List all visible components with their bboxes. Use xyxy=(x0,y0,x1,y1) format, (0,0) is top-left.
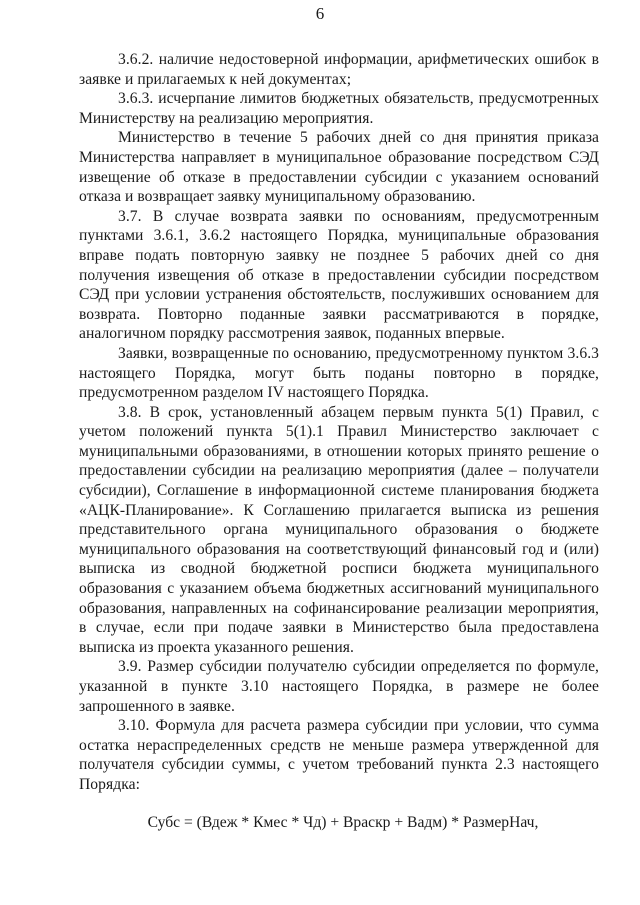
paragraph-3-6-2: 3.6.2. наличие недостоверной информации, арифметических ошибок в заявке и прилагаемых к ней документах; xyxy=(79,51,599,88)
subsidy-formula: Субс = (Вдеж * Кмес * Чд) + Враскр + Вадм) * РазмерНач, xyxy=(147,813,539,831)
paragraph-refusal-notice: Министерство в течение 5 рабочих дней со дня принятия приказа Министерства направляет в муниципальное образование посредством СЭД извещение об отказе в предоставлении субсидии с указанием оснований отказа и возвращает заявку муниципальному образованию. xyxy=(79,129,599,206)
paragraph-3-9: 3.9. Размер субсидии получателю субсидии определяется по формуле, указанной в пункте 3.10 настоящего Порядка, в размере не более запрошенного в заявке. xyxy=(79,658,599,715)
page-number: 6 xyxy=(315,4,325,23)
paragraph-3-8: 3.8. В срок, установленный абзацем первым пункта 5(1) Правил, с учетом положений пункта 5(1).1 Правил Министерство заключает с муниципальными образованиями, в отношении которых принято решение о предоставлении субсидии на реализацию мероприятия (далее – получатели субсидии), Соглашение в информационной системе планирования бюджета «АЦК-Планирование». К Соглашению прилагается выписка из решения представительного органа муниципального образования о бюджете муниципального образования на соответствующий финансовый год и (или) выписка из сводной бюджетной росписи бюджета муниципального образования с указанием объема бюджетных ассигнований муниципального образования, направленных на софинансирование реализации мероприятия, в случае, если при подаче заявки в Министерство была предоставлена выписка из проекта указанного решения. xyxy=(79,403,599,656)
paragraph-3-7: 3.7. В случае возврата заявки по основаниям, предусмотренным пунктами 3.6.1, 3.6.2 настоящего Порядка, муниципальные образования вправе подать повторную заявку не позднее 5 рабочих дней со дня получения извещения об отказе в предоставлении субсидии посредством СЭД при условии устранения обстоятельств, послуживших основанием для возврата. Повторно поданные заявки рассматриваются в порядке, аналогичном порядку рассмотрения заявок, поданных впервые. xyxy=(79,207,599,343)
document-body xyxy=(79,50,599,833)
paragraph-3-10: 3.10. Формула для расчета размера субсидии при условии, что сумма остатка нераспределенных средств не меньше размера утвержденной для получателя субсидии суммы, с учетом требований пункта 2.3 настоящего Порядка: xyxy=(79,717,599,793)
paragraph-3-6-3: 3.6.3. исчерпание лимитов бюджетных обязательств, предусмотренных Министерству на реализацию мероприятия. xyxy=(79,90,599,127)
paragraph-returned-applications: Заявки, возвращенные по основанию, предусмотренному пунктом 3.6.3 настоящего Порядка, могут быть поданы повторно в порядке, предусмотренном разделом IV настоящего Порядка. xyxy=(79,344,599,402)
